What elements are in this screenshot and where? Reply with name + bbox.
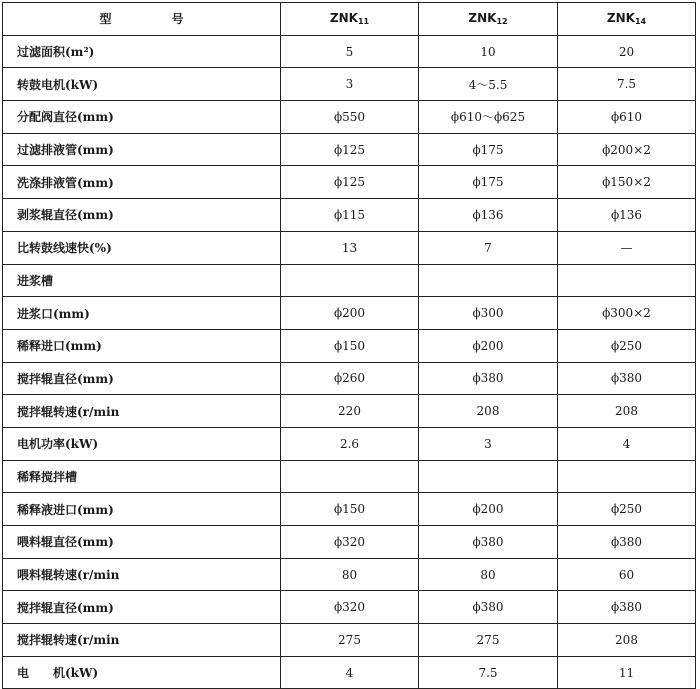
table-row xyxy=(3,231,696,264)
row-value-col-1: 220 xyxy=(281,395,419,428)
row-value-col-3: 60 xyxy=(558,558,696,591)
table-row xyxy=(3,264,696,297)
column-header-base: ZNK xyxy=(329,11,358,26)
table-row xyxy=(3,101,696,134)
row-value-col-1: ϕ550 xyxy=(281,101,419,134)
model-header-char-2: 号 xyxy=(171,12,184,27)
row-value-col-1: ϕ150 xyxy=(281,493,419,526)
row-value-col-2: 275 xyxy=(419,624,558,657)
table-row xyxy=(3,427,696,460)
row-value-col-1: ϕ125 xyxy=(281,166,419,199)
row-value-col-3: ϕ200×2 xyxy=(558,133,696,166)
table-row xyxy=(3,493,696,526)
row-value-col-3: 20 xyxy=(558,35,696,68)
table-row xyxy=(3,460,696,493)
row-value-col-3: 7.5 xyxy=(558,68,696,101)
row-label: 搅拌辊直径(mm) xyxy=(3,362,281,395)
row-label: 搅拌辊直径(mm) xyxy=(3,591,281,624)
row-value-col-3: ϕ300×2 xyxy=(558,297,696,330)
row-value-col-1: 275 xyxy=(281,624,419,657)
row-value-col-3: ϕ380 xyxy=(558,362,696,395)
row-label: 稀释搅拌槽 xyxy=(3,460,281,493)
row-value-col-2: ϕ175 xyxy=(419,133,558,166)
table-row xyxy=(3,558,696,591)
column-header-znk11 xyxy=(281,3,419,36)
row-label: 比转鼓线速快(%) xyxy=(3,231,281,264)
column-header-znk14 xyxy=(558,3,696,36)
row-value-col-2: ϕ200 xyxy=(419,329,558,362)
table-row xyxy=(3,395,696,428)
table-row xyxy=(3,68,696,101)
row-value-col-2: 7.5 xyxy=(419,656,558,689)
row-value-col-2: ϕ300 xyxy=(419,297,558,330)
row-label: 进浆口(mm) xyxy=(3,297,281,330)
row-label: 稀释液进口(mm) xyxy=(3,493,281,526)
header-row xyxy=(3,3,696,36)
row-label: 分配阀直径(mm) xyxy=(3,101,281,134)
row-value-col-3: — xyxy=(558,231,696,264)
row-value-col-2: 10 xyxy=(419,35,558,68)
column-header-sub: 11 xyxy=(357,17,370,27)
row-value-col-3: 208 xyxy=(558,624,696,657)
row-value-col-3: ϕ380 xyxy=(558,526,696,559)
table-row xyxy=(3,329,696,362)
row-value-col-3: 11 xyxy=(558,656,696,689)
row-value-col-3: 208 xyxy=(558,395,696,428)
column-header-sub: 14 xyxy=(634,17,647,27)
table-row xyxy=(3,35,696,68)
row-value-col-2 xyxy=(419,264,558,297)
row-value-col-2: ϕ380 xyxy=(419,362,558,395)
row-value-col-3: 4 xyxy=(558,427,696,460)
row-value-col-2: ϕ380 xyxy=(419,591,558,624)
table-row xyxy=(3,591,696,624)
row-value-col-1: 13 xyxy=(281,231,419,264)
row-label: 洗涤排液管(mm) xyxy=(3,166,281,199)
row-value-col-2: 7 xyxy=(419,231,558,264)
table-row xyxy=(3,297,696,330)
row-label: 搅拌辊转速(r/min xyxy=(3,624,281,657)
row-value-col-1: 2.6 xyxy=(281,427,419,460)
table-row xyxy=(3,199,696,232)
row-value-col-1 xyxy=(281,264,419,297)
row-value-col-1: ϕ125 xyxy=(281,133,419,166)
row-value-col-1: ϕ115 xyxy=(281,199,419,232)
row-value-col-2: 3 xyxy=(419,427,558,460)
row-value-col-3 xyxy=(558,264,696,297)
row-value-col-2: 208 xyxy=(419,395,558,428)
row-value-col-3 xyxy=(558,460,696,493)
table-row xyxy=(3,166,696,199)
row-value-col-2: ϕ610～ϕ625 xyxy=(419,101,558,134)
row-value-col-3: ϕ150×2 xyxy=(558,166,696,199)
row-label: 电 机(kW) xyxy=(3,656,281,689)
row-label: 电机功率(kW) xyxy=(3,427,281,460)
row-value-col-2 xyxy=(419,460,558,493)
row-value-col-3: ϕ250 xyxy=(558,329,696,362)
row-value-col-2: ϕ380 xyxy=(419,526,558,559)
row-label: 进浆槽 xyxy=(3,264,281,297)
table-row xyxy=(3,133,696,166)
row-label: 稀释进口(mm) xyxy=(3,329,281,362)
model-header-cell xyxy=(3,3,281,36)
column-header-base: ZNK xyxy=(468,11,497,26)
row-label: 搅拌辊转速(r/min xyxy=(3,395,281,428)
row-value-col-2: ϕ200 xyxy=(419,493,558,526)
row-value-col-3: ϕ136 xyxy=(558,199,696,232)
row-label: 过滤排液管(mm) xyxy=(3,133,281,166)
table-row xyxy=(3,656,696,689)
row-value-col-2: 4～5.5 xyxy=(419,68,558,101)
row-value-col-1: 80 xyxy=(281,558,419,591)
row-label: 转鼓电机(kW) xyxy=(3,68,281,101)
row-value-col-3: ϕ250 xyxy=(558,493,696,526)
row-value-col-1: 5 xyxy=(281,35,419,68)
row-label: 喂料辊直径(mm) xyxy=(3,526,281,559)
row-label: 喂料辊转速(r/min xyxy=(3,558,281,591)
row-value-col-2: 80 xyxy=(419,558,558,591)
spec-table xyxy=(2,2,696,689)
row-value-col-3: ϕ380 xyxy=(558,591,696,624)
table-row xyxy=(3,362,696,395)
row-value-col-1: ϕ150 xyxy=(281,329,419,362)
row-value-col-3: ϕ610 xyxy=(558,101,696,134)
table-row xyxy=(3,624,696,657)
row-label: 过滤面积(m²) xyxy=(3,35,281,68)
spec-table-body xyxy=(3,35,696,689)
column-header-znk12 xyxy=(419,3,558,36)
row-label: 剥浆辊直径(mm) xyxy=(3,199,281,232)
row-value-col-1: ϕ260 xyxy=(281,362,419,395)
column-header-base: ZNK xyxy=(606,11,635,26)
row-value-col-1 xyxy=(281,460,419,493)
table-row xyxy=(3,526,696,559)
row-value-col-1: 3 xyxy=(281,68,419,101)
row-value-col-2: ϕ136 xyxy=(419,199,558,232)
model-header-char-1: 型 xyxy=(99,12,112,27)
row-value-col-1: 4 xyxy=(281,656,419,689)
row-value-col-2: ϕ175 xyxy=(419,166,558,199)
column-header-sub: 12 xyxy=(496,17,508,27)
row-value-col-1: ϕ320 xyxy=(281,526,419,559)
row-value-col-1: ϕ320 xyxy=(281,591,419,624)
row-value-col-1: ϕ200 xyxy=(281,297,419,330)
